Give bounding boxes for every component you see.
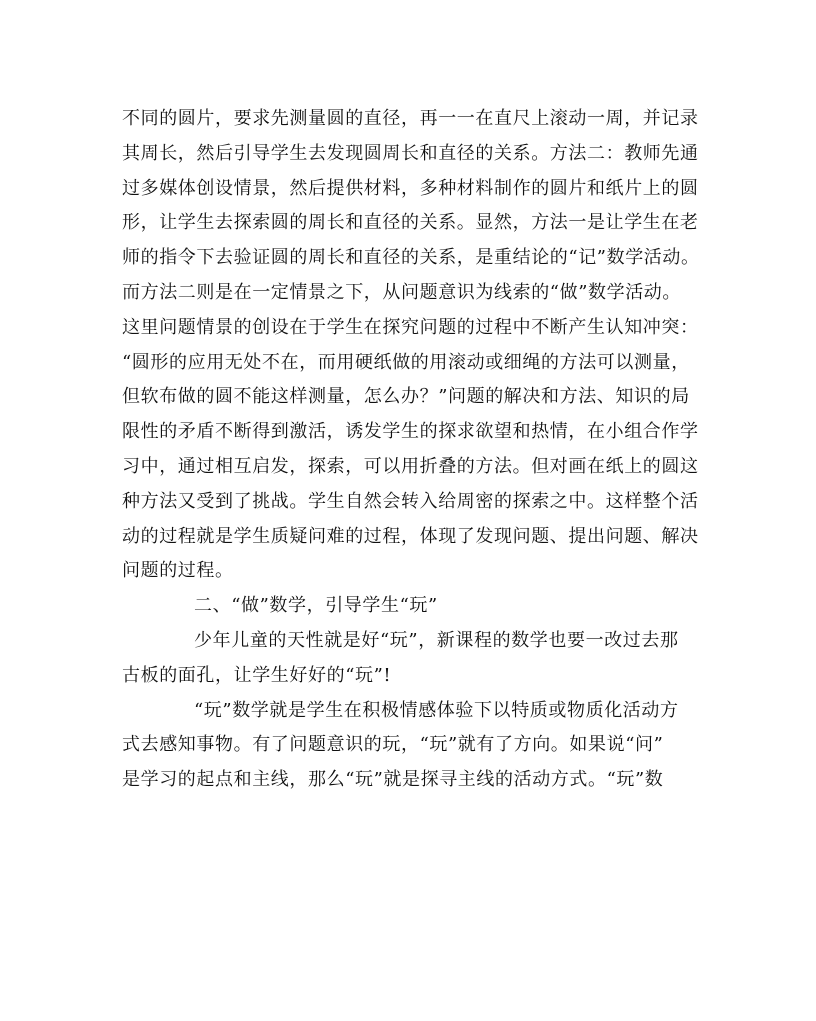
section-heading: 二、“做”数学，引导学生“玩” xyxy=(194,595,438,617)
paragraph-line: 动的过程就是学生质疑问难的过程，体现了发现问题、提出问题、解决 xyxy=(122,525,699,547)
paragraph-line: “玩”数学就是学生在积极情感体验下以特质或物质化活动方 xyxy=(194,699,679,721)
paragraph-line: 少年儿童的天性就是好“玩”，新课程的数学也要一改过去那 xyxy=(194,629,679,651)
paragraph-line: 过多媒体创设情景，然后提供材料，多种材料制作的圆片和纸片上的圆 xyxy=(122,177,699,199)
paragraph-line: 形，让学生去探索圆的周长和直径的关系。显然，方法一是让学生在老 xyxy=(122,212,699,234)
paragraph-line: 这里问题情景的创设在于学生在探究问题的过程中不断产生认知冲突： xyxy=(122,316,699,338)
paragraph-line: 但软布做的圆不能这样测量，怎么办？”问题的解决和方法、知识的局 xyxy=(122,386,690,408)
paragraph-line: “圆形的应用无处不在，而用硬纸做的用滚动或细绳的方法可以测量， xyxy=(122,351,690,373)
paragraph-line: 是学习的起点和主线，那么“玩”就是探寻主线的活动方式。“玩”数 xyxy=(122,769,664,791)
paragraph-line: 而方法二则是在一定情景之下，从问题意识为线索的“做”数学活动。 xyxy=(122,281,682,303)
paragraph-line: 式去感知事物。有了问题意识的玩，“玩”就有了方向。如果说“问” xyxy=(122,734,664,756)
document-body xyxy=(122,102,702,798)
paragraph-line: 限性的矛盾不断得到激活，诱发学生的探求欲望和热情，在小组合作学 xyxy=(122,421,699,443)
paragraph-line: 种方法又受到了挑战。学生自然会转入给周密的探索之中。这样整个活 xyxy=(122,490,699,512)
paragraph-line: 习中，通过相互启发，探索，可以用折叠的方法。但对画在纸上的圆这 xyxy=(122,455,699,477)
paragraph-line: 问题的过程。 xyxy=(122,560,234,582)
paragraph-line: 其周长，然后引导学生去发现圆周长和直径的关系。方法二：教师先通 xyxy=(122,142,699,164)
paragraph-line: 师的指令下去验证圆的周长和直径的关系，是重结论的“记”数学活动。 xyxy=(122,247,700,269)
paragraph-line: 古板的面孔，让学生好好的“玩”! xyxy=(122,664,392,686)
paragraph-line: 不同的圆片，要求先测量圆的直径，再一一在直尺上滚动一周，并记录 xyxy=(122,108,699,129)
